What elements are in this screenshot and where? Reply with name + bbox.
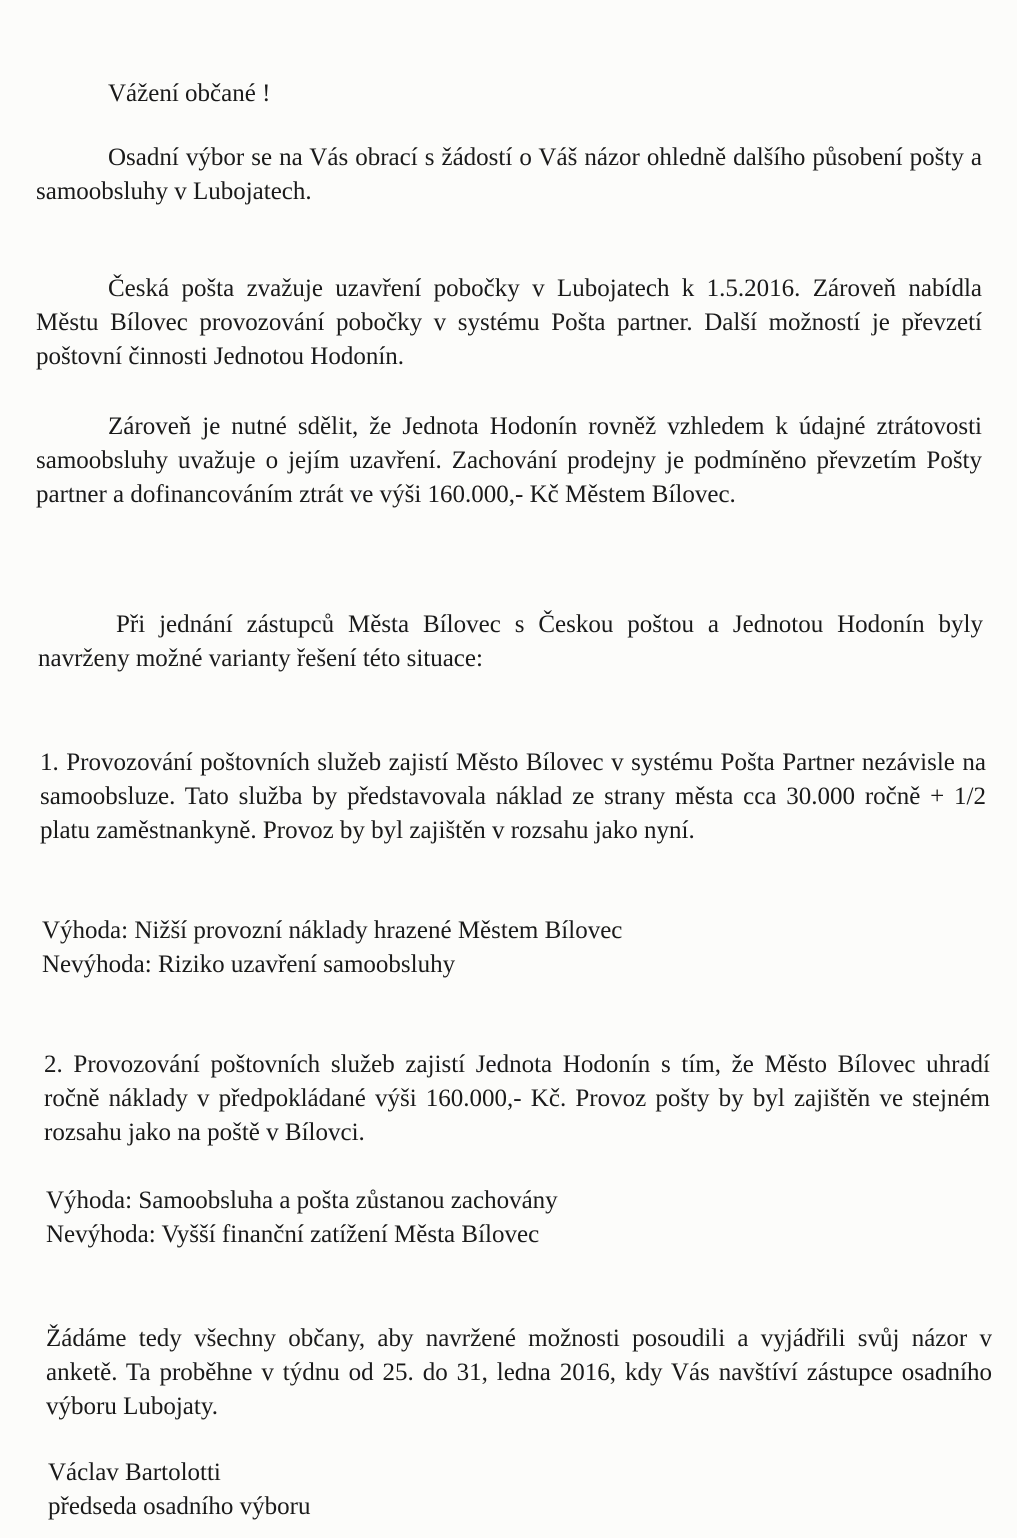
salutation: Vážení občané !: [108, 80, 271, 107]
request-paragraph: Žádáme tedy všechny občany, aby navržené možnosti posoudili a vyjádřili svůj názor v anketě. Ta proběhne v týdnu od 25. do 31, ledna 2016, kdy Vás navštíví zástupce osadního výboru Lubojaty.: [46, 1325, 992, 1420]
option-1-text: 1. Provozování poštovních služeb zajistí Město Bílovec v systému Pošta Partner nezávisle na samoobsluze. Tato služba by představovala náklad ze strany města cca 30.000 ročně + 1/2 platu zaměstnankyně. Provoz by byl zajištěn v rozsahu jako nyní.: [40, 749, 986, 844]
signatory-role: předseda osadního výboru: [48, 1493, 311, 1520]
option-2-disadvantage: Nevýhoda: Vyšší finanční zatížení Města Bílovec: [46, 1221, 540, 1248]
post-office-paragraph: Česká pošta zvažuje uzavření pobočky v Lubojatech k 1.5.2016. Zároveň nabídla Městu Bílovec provozování pobočky v systému Pošta partner. Další možností je převzetí poštovní činnosti Jednotou Hodonín.: [36, 275, 982, 370]
intro-paragraph: Osadní výbor se na Vás obrací s žádostí o Váš názor ohledně dalšího působení pošty a samoobsluhy v Lubojatech.: [36, 144, 982, 205]
option-1-pros-cons: [42, 914, 622, 982]
signatory-name: Václav Bartolotti: [48, 1459, 221, 1486]
option-1-disadvantage: Nevýhoda: Riziko uzavření samoobsluhy: [42, 951, 456, 978]
option-2-text: 2. Provozování poštovních služeb zajistí Jednota Hodonín s tím, že Město Bílovec uhradí ročně náklady v předpokládané výši 160.000,- Kč. Provoz pošty by byl zajištěn ve stejném rozsahu jako na poště v Bílovci.: [44, 1051, 990, 1146]
option-2-pros-cons: [46, 1184, 558, 1252]
jednota-paragraph: Zároveň je nutné sdělit, že Jednota Hodonín rovněž vzhledem k údajné ztrátovosti samoobsluhy uvažuje o jejím uzavření. Zachování prodejny je podmíněno převzetím Pošty partner a dofinancováním ztrát ve výši 160.000,- Kč Městem Bílovec.: [36, 413, 982, 508]
negotiation-paragraph: Při jednání zástupců Města Bílovec s Českou poštou a Jednotou Hodonín byly navrženy možné varianty řešení této situace:: [38, 611, 983, 672]
option-2-advantage: Výhoda: Samoobsluha a pošta zůstanou zachovány: [46, 1187, 558, 1214]
option-1-advantage: Výhoda: Nižší provozní náklady hrazené Městem Bílovec: [42, 917, 623, 944]
signature-block: [48, 1456, 310, 1524]
